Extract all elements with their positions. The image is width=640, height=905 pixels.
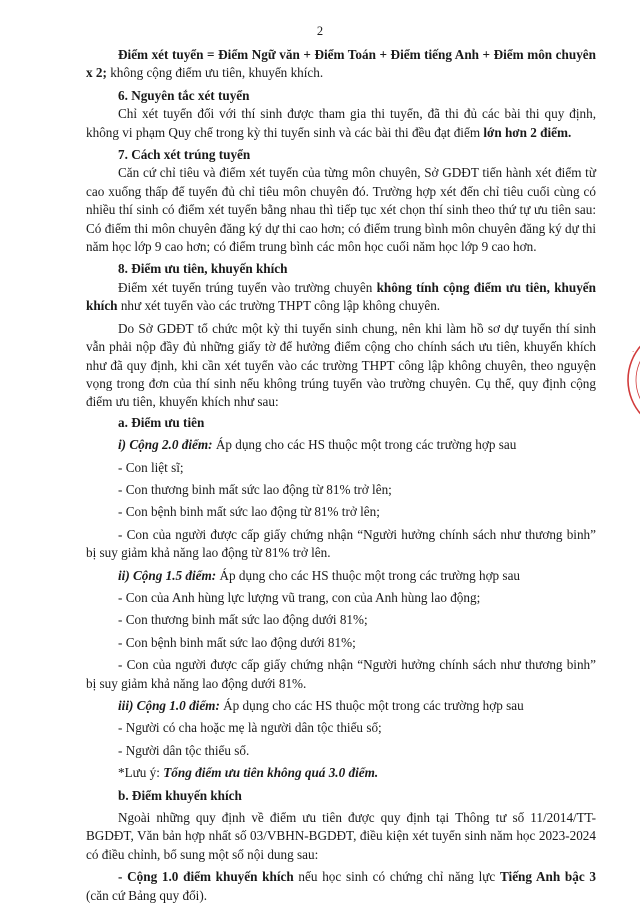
priority-heading: a. Điểm ưu tiên — [118, 414, 205, 430]
list-item: - Con thương binh mất sức lao động dưới 81%; — [118, 612, 368, 628]
encouragement-last: - Cộng 1.0 điểm khuyến khích nếu học sinh có chứng chỉ năng lực Tiếng Anh bậc 3 (căn cứ Bảng quy đổi). — [86, 869, 596, 903]
list-item: - Con thương binh mất sức lao động từ 81% trở lên; — [118, 481, 392, 497]
encouragement-para: Ngoài những quy định về điểm ưu tiên được quy định tại Thông tư số 11/2014/TT-BGDĐT, Văn bản hợp nhất số 03/VBHN-BGDĐT, điều kiện xét tuyển sinh năm học 2023-2024 có điều chỉnh, bổ sung một số nội dung sau: — [86, 810, 596, 862]
section-7-heading: 7. Cách xét trúng tuyển — [118, 147, 251, 163]
red-stamp — [620, 320, 640, 440]
formula-paragraph: Điểm xét tuyển = Điểm Ngữ văn + Điểm Toán + Điểm tiếng Anh + Điểm môn chuyên x 2; không cộng điểm ưu tiên, khuyến khích. — [86, 47, 596, 81]
list-item: - Con liệt sĩ; — [118, 459, 184, 475]
list-item: - Người có cha hoặc mẹ là người dân tộc thiểu số; — [118, 720, 382, 736]
list-item: - Người dân tộc thiểu số. — [118, 742, 250, 758]
priority-ii: ii) Cộng 1.5 điểm: Áp dụng cho các HS thuộc một trong các trường hợp sau — [118, 567, 521, 583]
section-8-para-1: Điểm xét tuyển trúng tuyển vào trường chuyên không tính cộng điểm ưu tiên, khuyến khích như xét tuyển vào các trường THPT công lập không chuyên. — [86, 279, 596, 314]
priority-iii: iii) Cộng 1.0 điểm: Áp dụng cho các HS thuộc một trong các trường hợp sau — [118, 698, 524, 713]
list-item: - Con bệnh binh mất sức lao động dưới 81%; — [118, 634, 356, 650]
priority-note: *Lưu ý: Tổng điểm ưu tiên không quá 3.0 điểm. — [118, 765, 379, 781]
section-8-para-2: Do Sở GDĐT tổ chức một kỳ thi tuyển sinh chung, nên khi làm hồ sơ dự tuyển thí sinh vẫn phải nộp đầy đủ những giấy tờ để hưởng điểm cộng cho chính sách ưu tiên, khuyến khích như đã quy định, khi cần xét tuyển vào các trường THPT công lập không chuyên, theo nguyện vọng trong đơn của thí sinh nếu không trúng tuyển vào trường chuyên. Cụ thể, quy định cộng điểm ưu tiên, khuyến khích như sau: — [86, 320, 596, 410]
section-6-heading: 6. Nguyên tắc xét tuyển — [118, 87, 250, 103]
page-number: 2 — [316, 24, 324, 38]
list-item: - Con của người được cấp giấy chứng nhận “Người hưởng chính sách như thương binh” bị suy giảm khả năng lao động từ 81% trở lên. — [86, 526, 596, 561]
list-item: - Con bệnh binh mất sức lao động từ 81% trở lên; — [118, 504, 380, 520]
svg-text:·: · — [632, 348, 635, 356]
priority-i: i) Cộng 2.0 điểm: Áp dụng cho các HS thuộc một trong các trường hợp sau — [118, 437, 517, 453]
section-7-text: Căn cứ chỉ tiêu và điểm xét tuyển của từng môn chuyên, Sở GDĐT tiến hành xét điểm từ cao xuống thấp để tuyển đủ chỉ tiêu môn chuyên đó. Trường hợp xét đến chỉ tiêu cuối cùng có nhiều thí sinh có điểm xét tuyển bằng nhau thì tiếp tục xét chọn thí sinh theo thứ tự ưu tiên sau: Có điểm thi môn chuyên đăng ký dự thi cao hơn; có điểm trung bình môn chuyên đăng ký dự thi năm học lớp 9 cao hơn; có điểm trung bình các môn học cuối năm học lớp 9 cao hơn. — [86, 165, 596, 255]
list-item: - Con của người được cấp giấy chứng nhận “Người hưởng chính sách như thương binh” bị suy giảm khả năng lao động dưới 81%. — [86, 657, 596, 691]
list-item: - Con của Anh hùng lực lượng vũ trang, con của Anh hùng lao động; — [118, 589, 481, 605]
encouragement-heading: b. Điểm khuyến khích — [118, 787, 242, 803]
document-body — [86, 46, 596, 905]
section-6-text: Chỉ xét tuyển đối với thí sinh được tham gia thi tuyển, đã thi đủ các bài thi quy định, không vi phạm Quy chế trong kỳ thi tuyển sinh và các bài thi đều đạt điểm lớn hơn 2 điểm. — [86, 106, 596, 140]
section-8-heading: 8. Điểm ưu tiên, khuyến khích — [118, 261, 288, 277]
